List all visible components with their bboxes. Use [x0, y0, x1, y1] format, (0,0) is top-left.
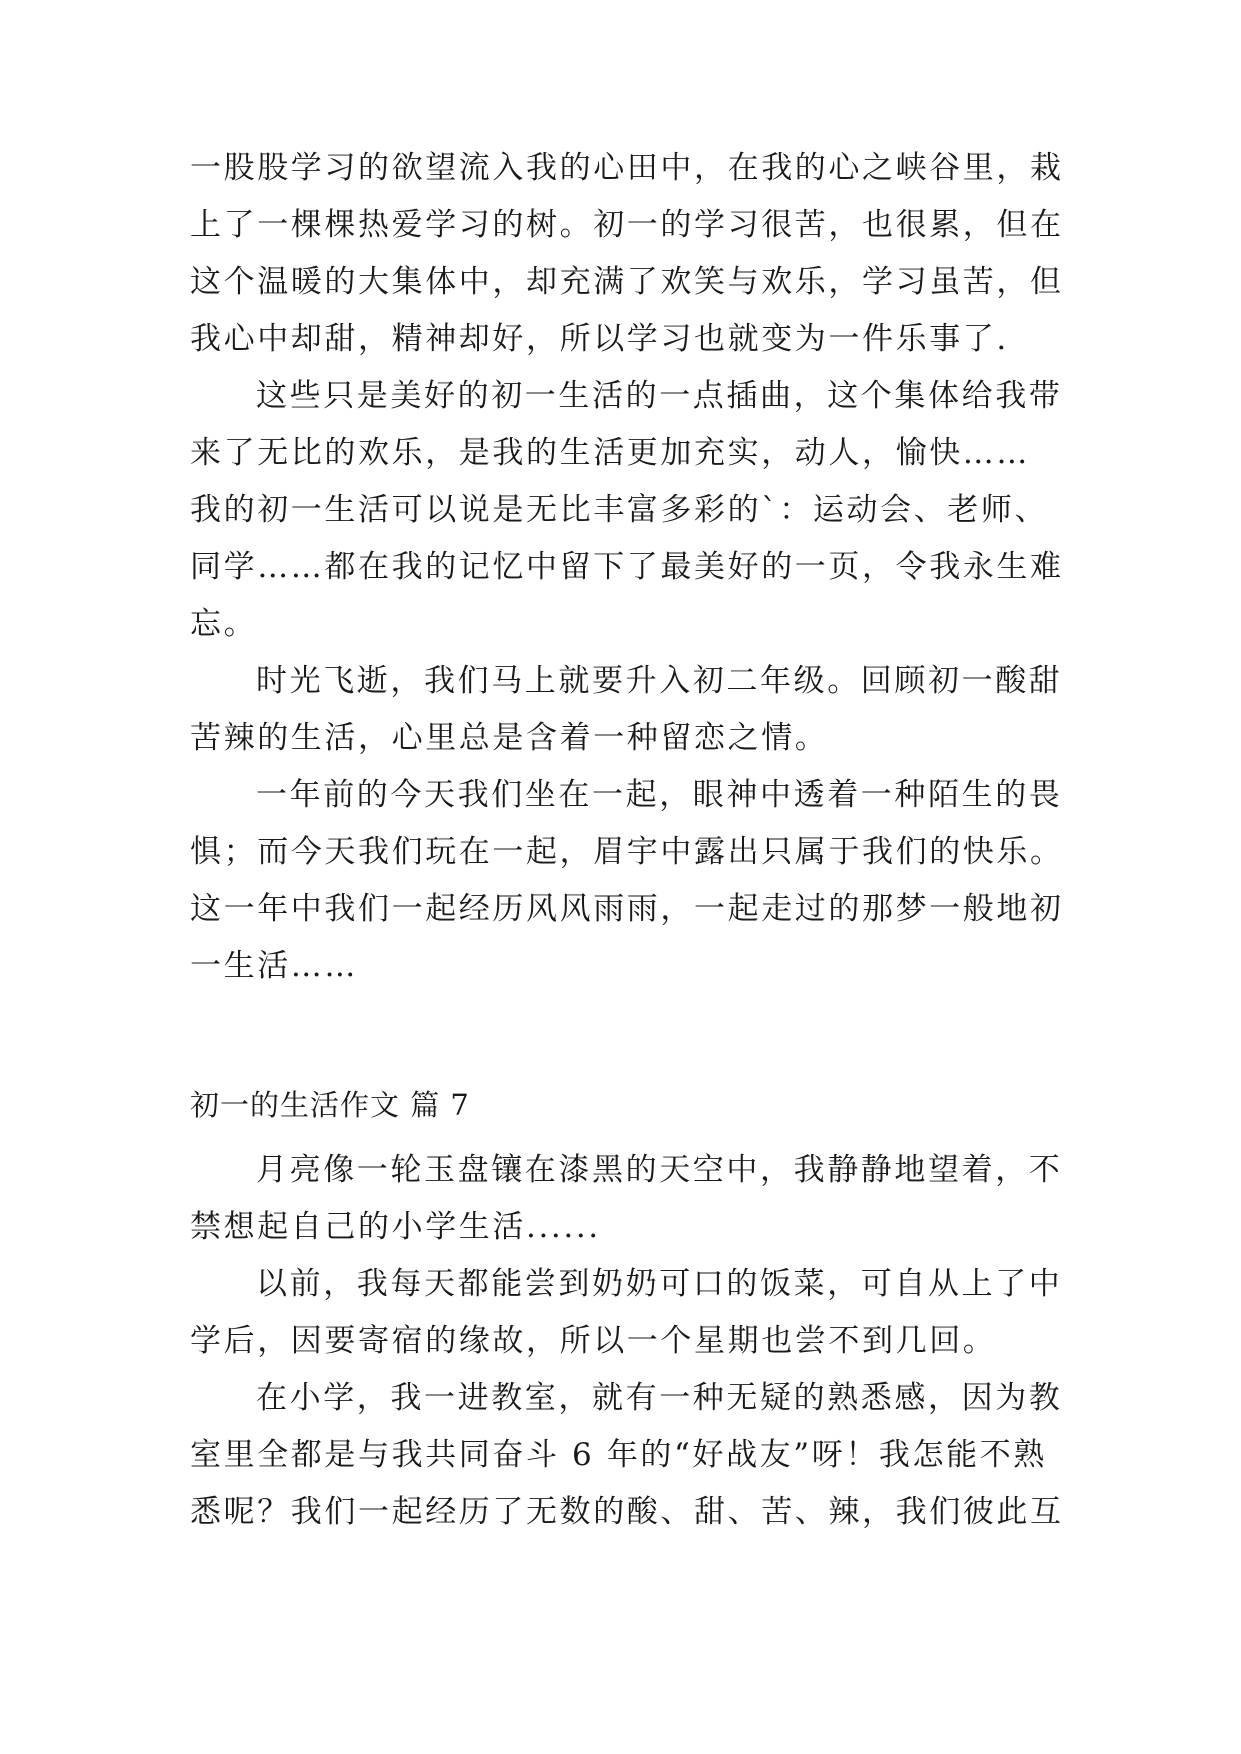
text-line: 一年前的今天我们坐在一起，眼神中透着一种陌生的畏	[256, 777, 1063, 813]
text-line: 时光飞逝，我们马上就要升入初二年级。回顾初一酸甜	[256, 663, 1063, 699]
text-line: 忘。	[190, 606, 258, 642]
text-line: 苦辣的生活，心里总是含着一种留恋之情。	[190, 720, 829, 756]
section-title: 初一的生活作文 篇 7	[190, 1088, 470, 1122]
text-line: 我的初一生活可以说是无比丰富多彩的`：运动会、老师、	[190, 492, 1049, 528]
text-line: 这些只是美好的初一生活的一点插曲，这个集体给我带	[256, 378, 1063, 414]
text-line: 来了无比的欢乐，是我的生活更加充实，动人，愉快……	[190, 435, 1030, 471]
text-line: 在小学，我一进教室，就有一种无疑的熟悉感，因为教	[256, 1380, 1063, 1416]
text-line: 这个温暖的大集体中，却充满了欢笑与欢乐，学习虽苦，但	[190, 264, 1064, 300]
text-line: 这一年中我们一起经历风风雨雨，一起走过的那梦一般地初	[190, 891, 1064, 927]
text-line: 悉呢？我们一起经历了无数的酸、甜、苦、辣，我们彼此互	[190, 1494, 1064, 1530]
text-line: 惧；而今天我们玩在一起，眉宇中露出只属于我们的快乐。	[190, 834, 1064, 870]
text-line: 学后，因要寄宿的缘故，所以一个星期也尝不到几回。	[190, 1323, 997, 1359]
text-line: 室里全都是与我共同奋斗 6 年的“好战友”呀！我怎能不熟	[190, 1437, 1047, 1473]
text-line: 禁想起自己的小学生活......	[190, 1209, 601, 1245]
text-line: 一股股学习的欲望流入我的心田中，在我的心之峡谷里，栽	[190, 150, 1064, 186]
text-line: 上了一棵棵热爱学习的树。初一的学习很苦，也很累，但在	[190, 207, 1064, 243]
text-line: 我心中却甜，精神却好，所以学习也就变为一件乐事了.	[190, 321, 1009, 357]
text-line: 同学……都在我的记忆中留下了最美好的一页，令我永生难	[190, 549, 1064, 585]
text-line: 以前，我每天都能尝到奶奶可口的饭菜，可自从上了中	[256, 1266, 1063, 1302]
text-line: 月亮像一轮玉盘镶在漆黑的天空中，我静静地望着，不	[256, 1152, 1063, 1188]
text-line: 一生活……	[190, 948, 358, 984]
